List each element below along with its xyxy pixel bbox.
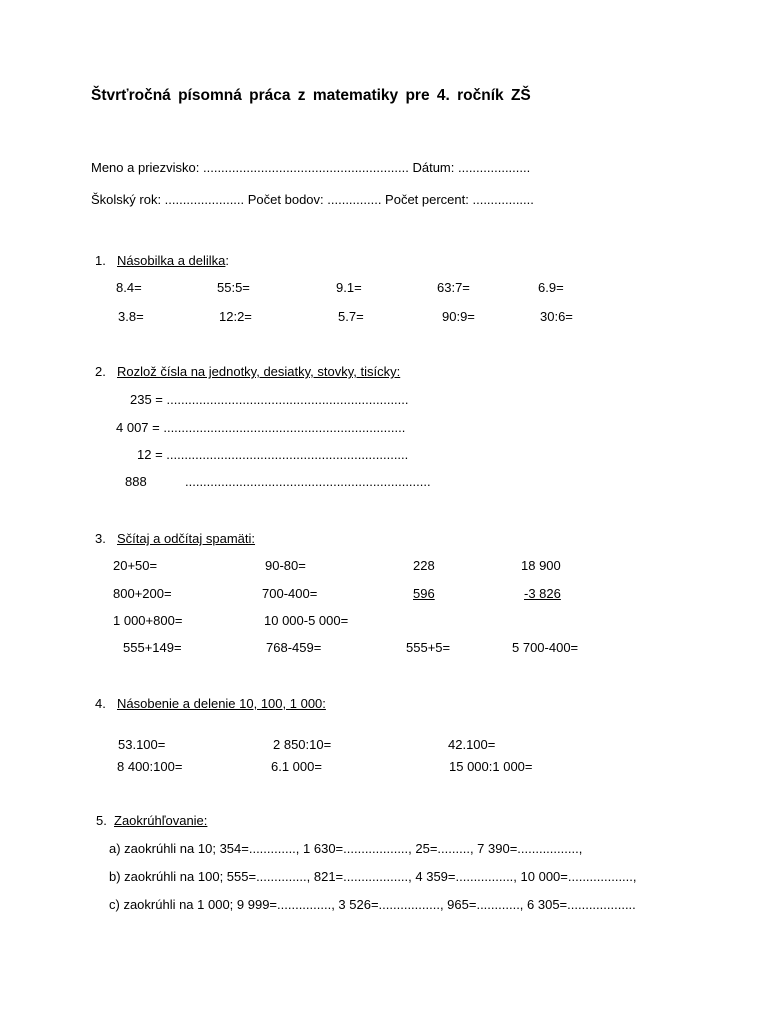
section-3-heading: Sčítaj a odčítaj spamäti: bbox=[117, 531, 256, 546]
exercise-cell: 768-459= bbox=[266, 640, 322, 655]
exercise-cell: 30:6= bbox=[540, 309, 573, 324]
exercise-cell: 8 400:100= bbox=[117, 759, 183, 774]
exercise-cell: 700-400= bbox=[262, 586, 318, 601]
section-2-number: 2. bbox=[95, 364, 106, 379]
exercise-cell: 10 000-5 000= bbox=[264, 613, 349, 628]
decompose-line: 12 = ................................................................... bbox=[137, 447, 409, 462]
exercise-cell: 596 bbox=[413, 586, 435, 601]
exercise-cell: 555+149= bbox=[123, 640, 182, 655]
section-1-number: 1. bbox=[95, 253, 106, 268]
section-1-heading-text: Násobilka a delilka bbox=[117, 253, 226, 268]
exercise-cell: 1 000+800= bbox=[113, 613, 183, 628]
exercise-cell: 2 850:10= bbox=[273, 737, 332, 752]
exercise-cell: 8.4= bbox=[116, 280, 142, 295]
section-4-number: 4. bbox=[95, 696, 106, 711]
decompose-line: 4 007 = ................................................................... bbox=[116, 420, 406, 435]
section-2-heading: Rozlož čísla na jednotky, desiatky, stovky, tisícky: bbox=[117, 364, 401, 379]
exercise-cell: -3 826 bbox=[524, 586, 561, 601]
section-1-heading bbox=[117, 253, 229, 269]
rounding-line-b: b) zaokrúhli na 100; 555=.............., 821=.................., 4 359=................, 10 000=.................., bbox=[109, 869, 637, 884]
section-4-heading: Násobenie a delenie 10, 100, 1 000: bbox=[117, 696, 326, 711]
exercise-cell: 55:5= bbox=[217, 280, 250, 295]
exercise-cell: 800+200= bbox=[113, 586, 172, 601]
exercise-cell: 18 900 bbox=[521, 558, 561, 573]
exercise-cell: 90:9= bbox=[442, 309, 475, 324]
rounding-line-a: a) zaokrúhli na 10; 354=............., 1 630=.................., 25=........., 7 390=................., bbox=[109, 841, 583, 856]
page-title: Štvrťročná písomná práca z matematiky pre 4. ročník ZŠ bbox=[91, 87, 531, 104]
exercise-cell: 53.100= bbox=[118, 737, 166, 752]
section-3-number: 3. bbox=[95, 531, 106, 546]
decompose-line: 235 = ................................................................... bbox=[130, 392, 409, 407]
exercise-cell: 9.1= bbox=[336, 280, 362, 295]
decompose-dots: .................................................................... bbox=[185, 474, 431, 489]
exercise-cell: 3.8= bbox=[118, 309, 144, 324]
rounding-line-c: c) zaokrúhli na 1 000; 9 999=..............., 3 526=................., 965=............, 6 305=................... bbox=[109, 897, 636, 912]
exercise-cell: 5 700-400= bbox=[512, 640, 579, 655]
name-date-line: Meno a priezvisko: ......................................................... Dátum: .................... bbox=[91, 160, 531, 175]
section-1-heading-colon: : bbox=[225, 253, 230, 268]
exercise-cell: 6.1 000= bbox=[271, 759, 322, 774]
exercise-cell: 5.7= bbox=[338, 309, 364, 324]
exercise-cell: 63:7= bbox=[437, 280, 470, 295]
exercise-cell: 228 bbox=[413, 558, 435, 573]
exercise-cell: 42.100= bbox=[448, 737, 496, 752]
section-5-number: 5. bbox=[96, 813, 107, 828]
exercise-cell: 6.9= bbox=[538, 280, 564, 295]
exercise-cell: 12:2= bbox=[219, 309, 252, 324]
exercise-cell: 555+5= bbox=[406, 640, 451, 655]
exercise-cell: 20+50= bbox=[113, 558, 158, 573]
exercise-cell: 90-80= bbox=[265, 558, 306, 573]
year-points-line: Školský rok: ...................... Počet bodov: ............... Počet percent: ................. bbox=[91, 192, 534, 207]
exercise-cell: 15 000:1 000= bbox=[449, 759, 533, 774]
section-5-heading: Zaokrúhľovanie: bbox=[114, 813, 208, 828]
decompose-number: 888 bbox=[125, 474, 147, 489]
